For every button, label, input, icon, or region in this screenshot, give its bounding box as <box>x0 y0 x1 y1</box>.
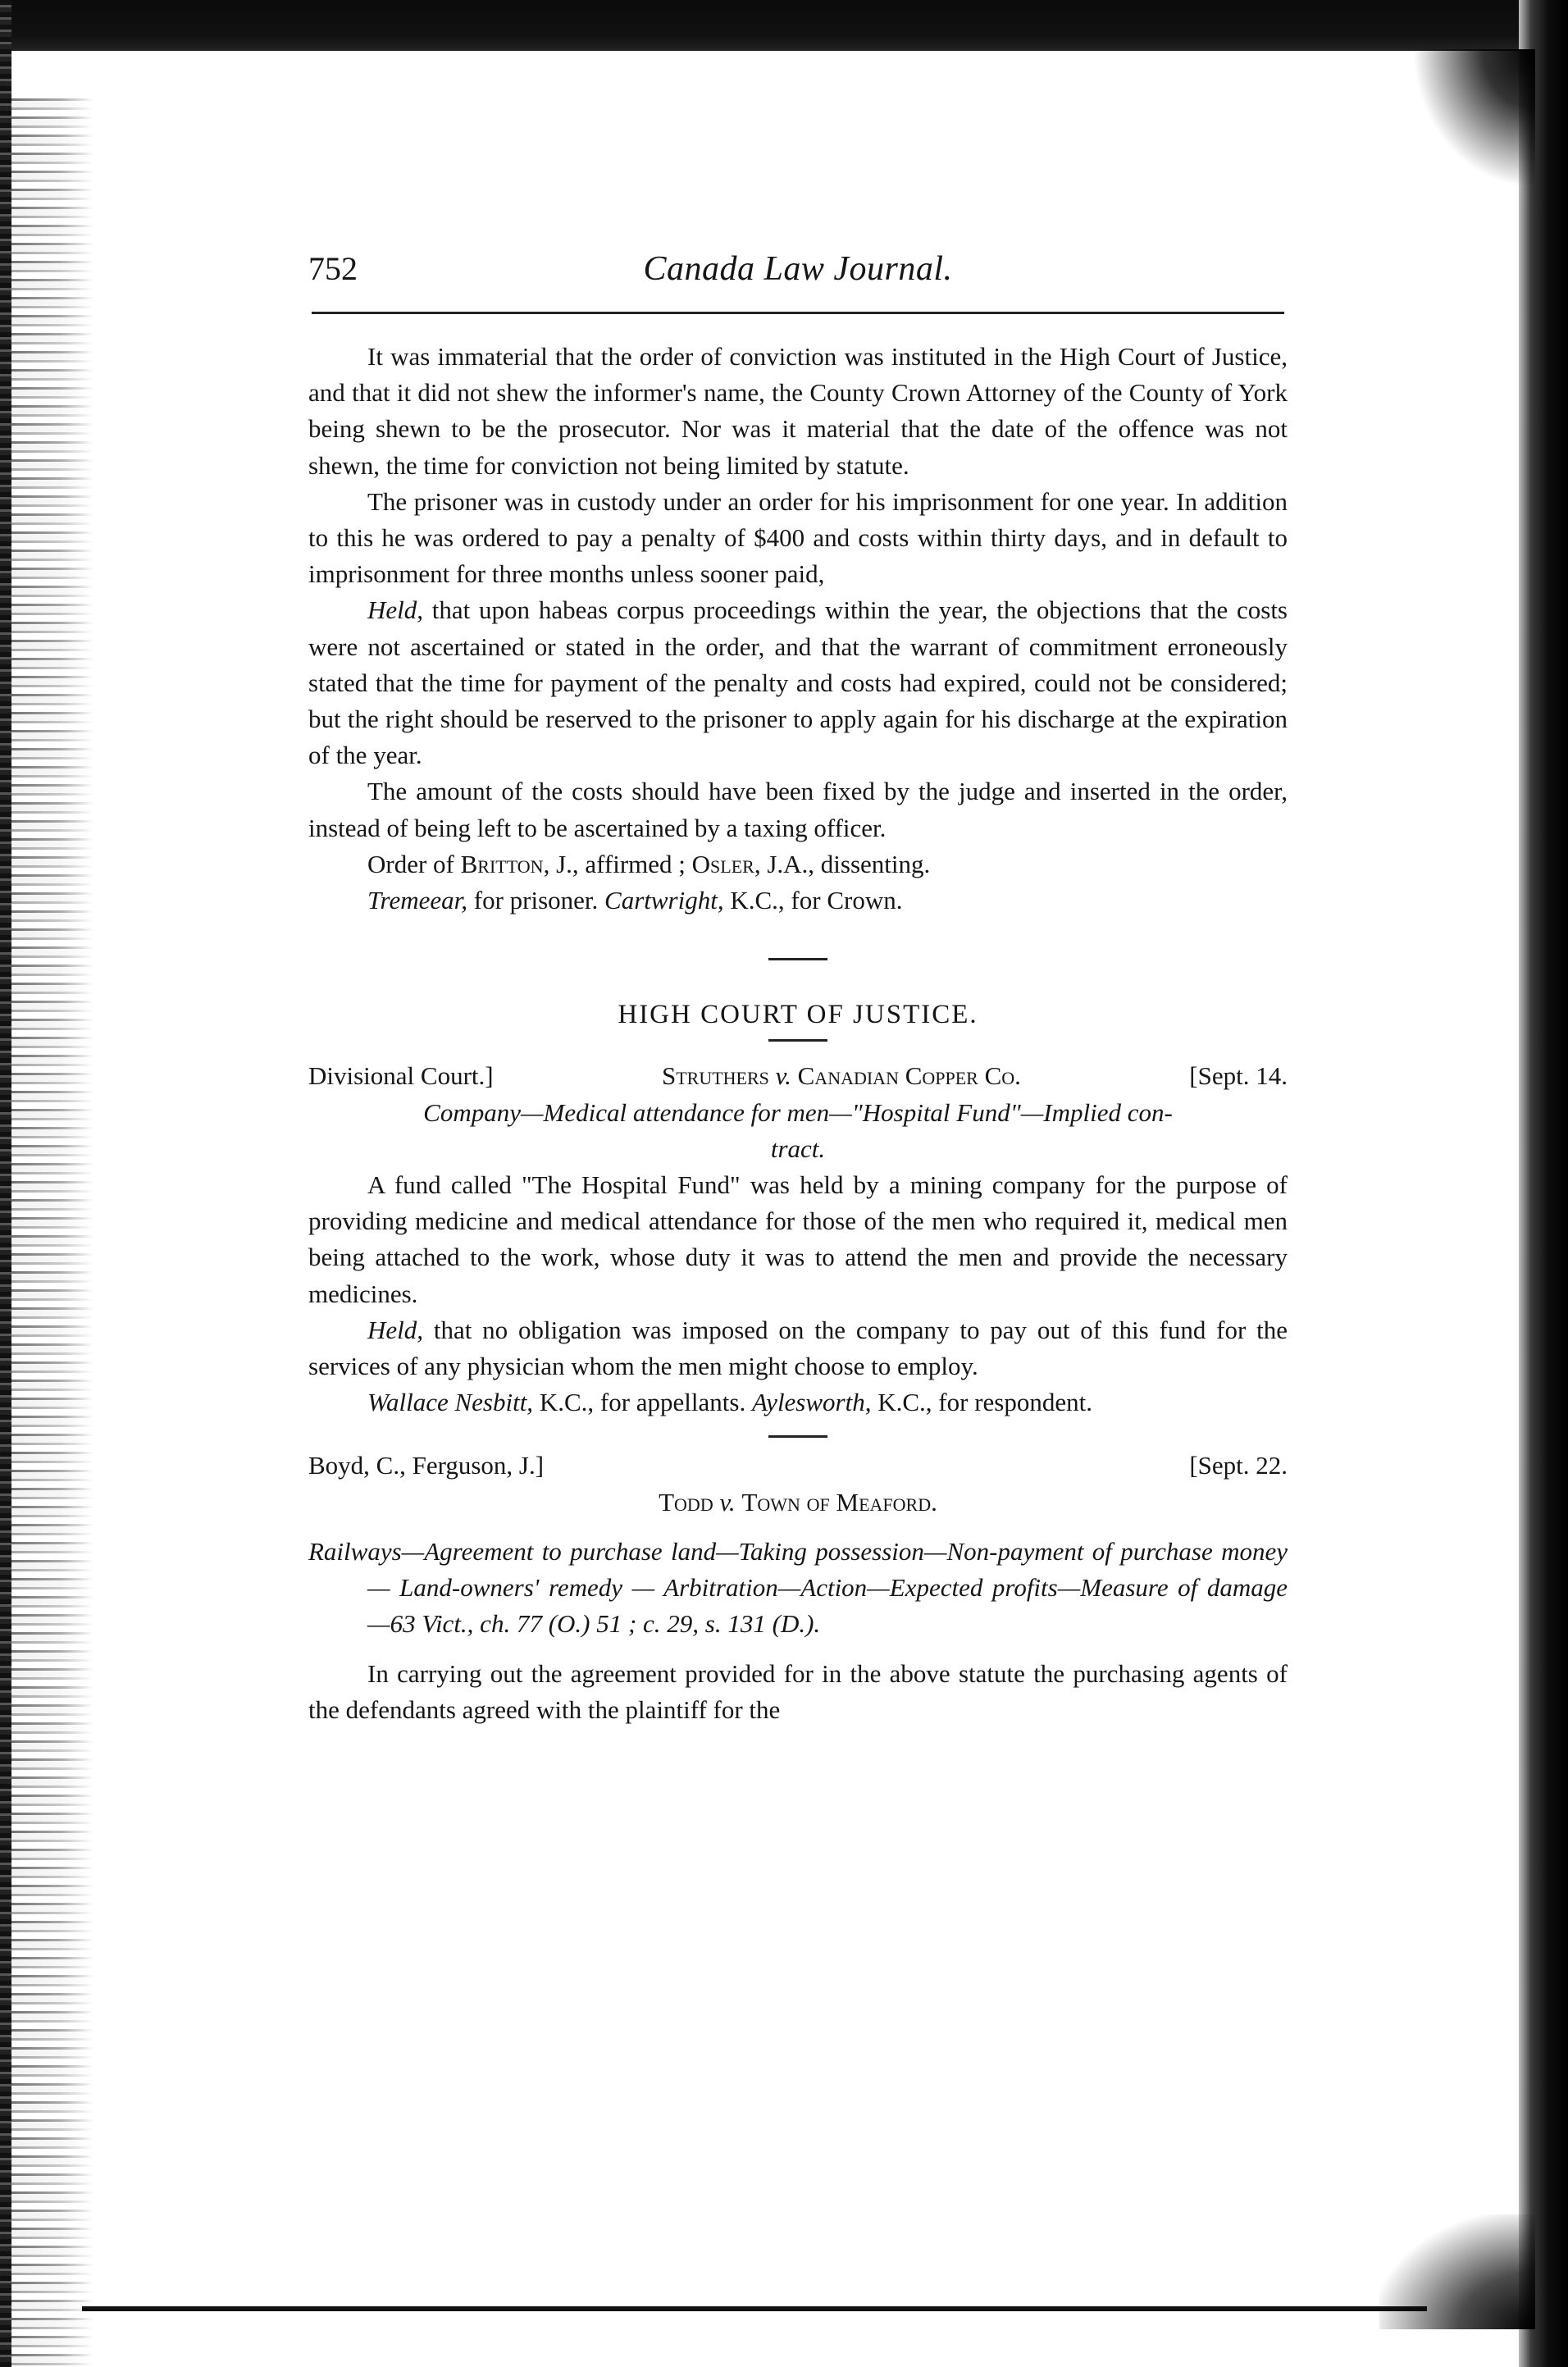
case2-headnote: Company—Medical attendance for men—"Hospital Fund"—Implied con- <box>423 1097 1173 1127</box>
section-heading: HIGH COURT OF JUSTICE. <box>618 1000 978 1030</box>
case1-order <box>308 846 1288 882</box>
case2-headnote-continued: tract. <box>770 1133 826 1163</box>
page-header <box>308 246 1288 295</box>
case1-paragraph-2: The prisoner was in custody under an order for his imprisonment for one year. In addition to this he was ordered to pay a penalty of $400 and costs within thirty days, and in default to imprisonment for three months unless sooner paid, <box>308 486 1288 589</box>
case1-paragraph-1: It was immaterial that the order of conviction was instituted in the High Court of Justice, and that it did not shew the informer's name, the County Crown Attorney of the County of York being shewn to be the prosecutor. Nor was it material that the date of the offence was not shewn, the time for conviction not being limited by statute. <box>308 342 1288 480</box>
holding-text: that no obligation was imposed on the company to pay out of this fund for the services of any physician whom the men might choose to employ. <box>308 1315 1288 1381</box>
holding-text: that upon habeas corpus proceedings within the year, the objections that the costs were not ascertained or stated in the order, and that the warrant of commitment erroneously stated that the time for payment of the penalty and costs had expired, could not be considered; but the right should be reserved to the prisoner to apply again for his discharge at the expiration of the year. <box>308 595 1288 770</box>
judge-name: Osler <box>691 849 754 878</box>
party-name: Struthers <box>661 1061 769 1091</box>
case2-counsel <box>308 1384 1288 1421</box>
scan-shadow-right <box>1519 0 1568 2367</box>
case2-holding <box>308 1312 1288 1384</box>
scan-corner-bottom-right <box>1379 2214 1535 2329</box>
versus: v. <box>713 1487 742 1516</box>
counsel-role: K.C., for appellants. <box>533 1388 752 1417</box>
case2-parties <box>662 1058 1021 1094</box>
case3-headnote: Railways—Agreement to purchase land—Taking possession—Non-payment of purchase money — Land-owners' remedy — Arbitration—Action—Expected profits—Measure of damage—63 Vict., ch. 77 (O.) 51 ; c. 29, s. 131 (D.). <box>308 1536 1288 1639</box>
case1-paragraph-4: The amount of the costs should have been fixed by the judge and inserted in the order, instead of being left to be ascertained by a taxing officer. <box>308 777 1288 842</box>
party-name: Todd <box>659 1487 713 1516</box>
case3-caption <box>308 1448 1288 1484</box>
case3-parties <box>308 1485 1288 1521</box>
page-body <box>308 339 1288 1728</box>
case1-holding <box>308 592 1288 773</box>
case2-date: [Sept. 14. <box>1189 1061 1288 1091</box>
case2-court: Divisional Court.] <box>308 1061 494 1091</box>
counsel-name: Tremeear, <box>367 886 467 915</box>
order-lead: Order of <box>367 849 461 878</box>
counsel-role: for prisoner. <box>467 886 605 915</box>
case3-paragraph-1: In carrying out the agreement provided for in the above statute the purchasing agents of the defendants agreed with the plaintiff for the <box>308 1658 1288 1724</box>
scan-shadow-top <box>0 0 1568 51</box>
order-mid: , J., affirmed ; <box>543 849 692 878</box>
counsel-name: Wallace Nesbitt, <box>367 1388 534 1417</box>
versus: v. <box>768 1061 798 1091</box>
scan-shadow-bottom <box>82 2306 1427 2311</box>
scan-shadow-left <box>0 0 11 2367</box>
journal-title: Canada Law Journal. <box>643 250 953 288</box>
case1-counsel <box>308 882 1288 919</box>
case2-paragraph-1: A fund called "The Hospital Fund" was held by a mining company for the purpose of providing medicine and medical attendance for those of the men who required it, medical men being attached to the work, whose duty it was to attend the men and provide the necessary medicines. <box>308 1170 1288 1308</box>
counsel-name: Aylesworth, <box>751 1388 872 1417</box>
counsel-name: Cartwright, <box>604 886 724 915</box>
held-label: Held, <box>367 1315 424 1344</box>
party-name: Town of Meaford. <box>741 1487 937 1516</box>
case3-date: [Sept. 22. <box>1189 1451 1288 1480</box>
case3-court: Boyd, C., Ferguson, J.] <box>308 1451 545 1480</box>
held-label: Held, <box>367 595 424 625</box>
order-tail: , J.A., dissenting. <box>754 849 931 878</box>
page-number: 752 <box>308 250 358 287</box>
counsel-role: K.C., for respondent. <box>871 1388 1092 1417</box>
party-name: Canadian Copper Co. <box>797 1061 1021 1091</box>
judge-name: Britton <box>460 849 544 878</box>
counsel-role: K.C., for Crown. <box>723 886 903 915</box>
scan-corner-top-right <box>1412 49 1535 189</box>
case2-caption <box>308 1058 1288 1094</box>
header-rule <box>312 312 1284 314</box>
scan-binding-gutter <box>11 98 93 2367</box>
